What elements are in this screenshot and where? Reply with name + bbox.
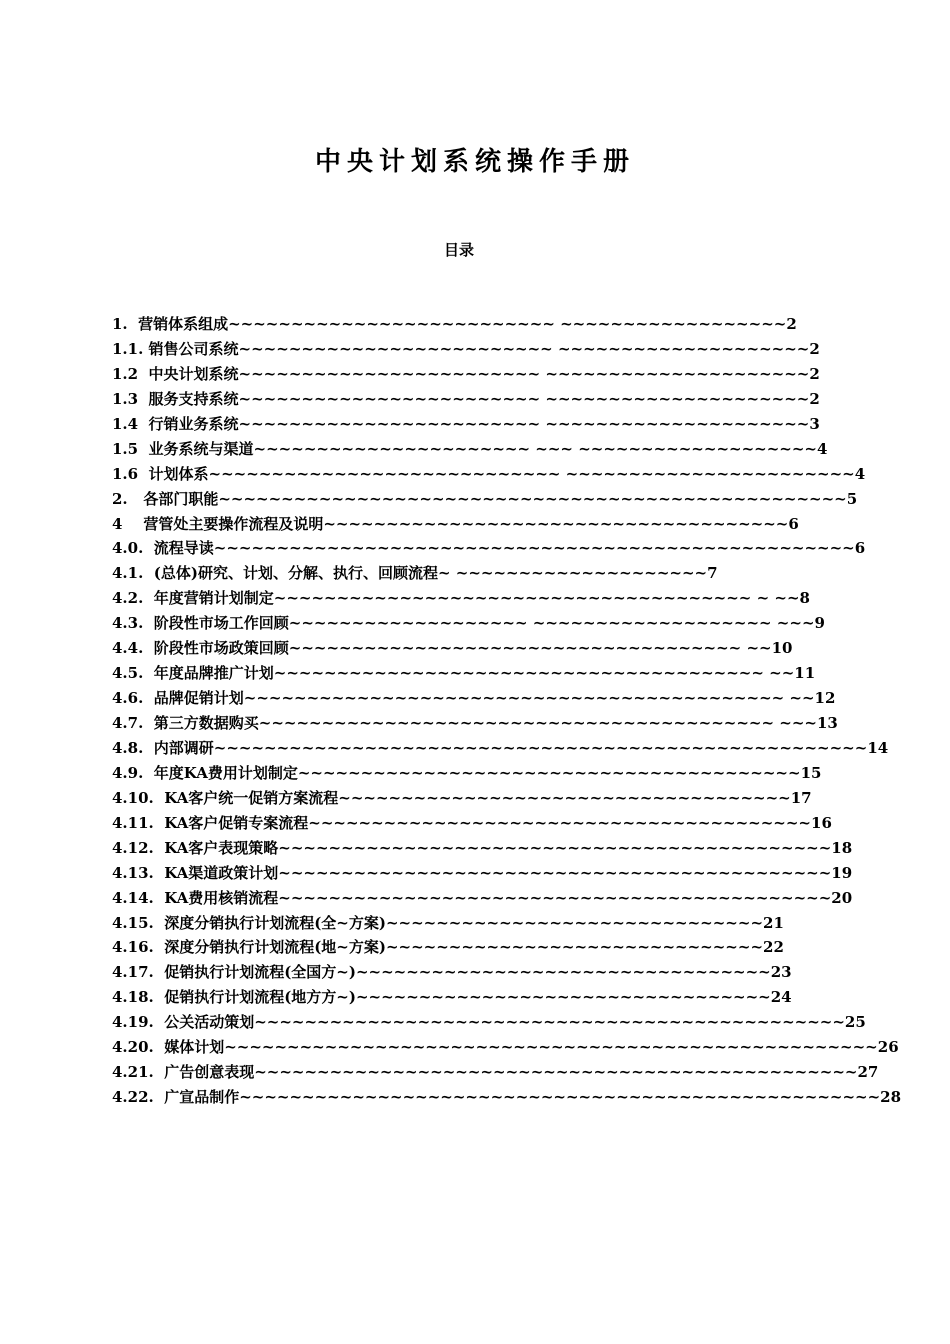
- toc-entry[interactable]: 4.13. KA渠道政策计划~~~~~~~~~~~~~~~~~~~~~~~~~~~~~~~~~~~~~~~~~~~~19: [112, 863, 853, 882]
- toc-entry[interactable]: 4.14. KA费用核销流程~~~~~~~~~~~~~~~~~~~~~~~~~~~~~~~~~~~~~~~~~~~~20: [112, 888, 853, 907]
- toc-entry[interactable]: 1.2 中央计划系统~~~~~~~~~~~~~~~~~~~~~~~~ ~~~~~~~~~~~~~~~~~~~~~2: [112, 364, 820, 383]
- toc-entry[interactable]: 1.4 行销业务系统~~~~~~~~~~~~~~~~~~~~~~~~ ~~~~~~~~~~~~~~~~~~~~~3: [112, 414, 820, 433]
- toc-entry[interactable]: 4.21. 广告创意表现~~~~~~~~~~~~~~~~~~~~~~~~~~~~~~~~~~~~~~~~~~~~~~~~27: [112, 1063, 879, 1082]
- toc-entry[interactable]: 1. 营销体系组成~~~~~~~~~~~~~~~~~~~~~~~~~~ ~~~~~~~~~~~~~~~~~~2: [112, 315, 797, 333]
- document-title: 中央计划系统操作手册: [314, 147, 635, 177]
- toc-entry[interactable]: 4.2. 年度营销计划制定~~~~~~~~~~~~~~~~~~~~~~~~~~~~~~~~~~~~~~ ~ ~~8: [112, 589, 810, 608]
- toc-entry[interactable]: 4.12. KA客户表现策略~~~~~~~~~~~~~~~~~~~~~~~~~~~~~~~~~~~~~~~~~~~~18: [112, 838, 853, 857]
- toc-heading: 目录: [443, 241, 474, 259]
- toc-entry[interactable]: 4 营管处主要操作流程及说明~~~~~~~~~~~~~~~~~~~~~~~~~~~~~~~~~~~~~6: [112, 514, 799, 533]
- toc-entry[interactable]: 4.16. 深度分销执行计划流程(地~方案)~~~~~~~~~~~~~~~~~~~~~~~~~~~~~~22: [112, 938, 784, 957]
- toc-entry[interactable]: 2. 各部门职能~~~~~~~~~~~~~~~~~~~~~~~~~~~~~~~~~~~~~~~~~~~~~~~~~~5: [112, 489, 858, 508]
- toc-entry[interactable]: 4.5. 年度品牌推广计划~~~~~~~~~~~~~~~~~~~~~~~~~~~~~~~~~~~~~~~ ~~11: [112, 664, 816, 683]
- toc-entry[interactable]: 4.11. KA客户促销专案流程~~~~~~~~~~~~~~~~~~~~~~~~~~~~~~~~~~~~~~~~16: [112, 813, 832, 832]
- toc-entry[interactable]: 4.15. 深度分销执行计划流程(全~方案)~~~~~~~~~~~~~~~~~~~~~~~~~~~~~~21: [112, 913, 784, 932]
- toc-entry[interactable]: 4.9. 年度KA费用计划制定~~~~~~~~~~~~~~~~~~~~~~~~~~~~~~~~~~~~~~~~15: [112, 763, 822, 782]
- toc-entry[interactable]: 1.3 服务支持系统~~~~~~~~~~~~~~~~~~~~~~~~ ~~~~~~~~~~~~~~~~~~~~~2: [112, 389, 820, 408]
- toc-entry[interactable]: 4.7. 第三方数据购买~~~~~~~~~~~~~~~~~~~~~~~~~~~~~~~~~~~~~~~~~ ~~~13: [112, 714, 838, 732]
- table-of-contents: [112, 312, 902, 1110]
- toc-entry[interactable]: 4.8. 内部调研~~~~~~~~~~~~~~~~~~~~~~~~~~~~~~~~~~~~~~~~~~~~~~~~~~~~14: [112, 738, 889, 757]
- toc-entry[interactable]: 4.22. 广宣品制作~~~~~~~~~~~~~~~~~~~~~~~~~~~~~~~~~~~~~~~~~~~~~~~~~~~28: [112, 1088, 902, 1107]
- toc-entry[interactable]: 4.6. 品牌促销计划~~~~~~~~~~~~~~~~~~~~~~~~~~~~~~~~~~~~~~~~~~~ ~~12: [112, 689, 836, 708]
- toc-entry[interactable]: 4.3. 阶段性市场工作回顾~~~~~~~~~~~~~~~~~~~ ~~~~~~~~~~~~~~~~~~~ ~~~9: [112, 614, 825, 633]
- toc-entry[interactable]: 1.1. 销售公司系统~~~~~~~~~~~~~~~~~~~~~~~~~ ~~~~~~~~~~~~~~~~~~~~2: [112, 339, 820, 358]
- toc-entry[interactable]: 4.17. 促销执行计划流程(全国方~)~~~~~~~~~~~~~~~~~~~~~~~~~~~~~~~~~23: [112, 963, 792, 982]
- toc-entry[interactable]: 4.1. (总体)研究、计划、分解、执行、回顾流程~ ~~~~~~~~~~~~~~~~~~~~7: [112, 564, 718, 583]
- toc-entry[interactable]: 4.4. 阶段性市场政策回顾~~~~~~~~~~~~~~~~~~~~~~~~~~~~~~~~~~~~ ~~10: [112, 639, 793, 658]
- toc-entry[interactable]: 4.20. 媒体计划~~~~~~~~~~~~~~~~~~~~~~~~~~~~~~~~~~~~~~~~~~~~~~~~~~~~26: [112, 1038, 899, 1057]
- toc-entry[interactable]: 4.10. KA客户统一促销方案流程~~~~~~~~~~~~~~~~~~~~~~~~~~~~~~~~~~~~17: [112, 788, 812, 807]
- toc-entry[interactable]: 1.5 业务系统与渠道~~~~~~~~~~~~~~~~~~~~~~ ~~~ ~~~~~~~~~~~~~~~~~~~4: [112, 439, 828, 458]
- toc-entry[interactable]: 1.6 计划体系~~~~~~~~~~~~~~~~~~~~~~~~~~~~ ~~~~~~~~~~~~~~~~~~~~~~~4: [112, 464, 866, 483]
- toc-entry[interactable]: 4.19. 公关活动策划~~~~~~~~~~~~~~~~~~~~~~~~~~~~~~~~~~~~~~~~~~~~~~~25: [112, 1013, 866, 1032]
- toc-entry[interactable]: 4.18. 促销执行计划流程(地方方~)~~~~~~~~~~~~~~~~~~~~~~~~~~~~~~~~~24: [112, 988, 792, 1007]
- toc-entry[interactable]: 4.0. 流程导读~~~~~~~~~~~~~~~~~~~~~~~~~~~~~~~~~~~~~~~~~~~~~~~~~~~6: [112, 539, 866, 558]
